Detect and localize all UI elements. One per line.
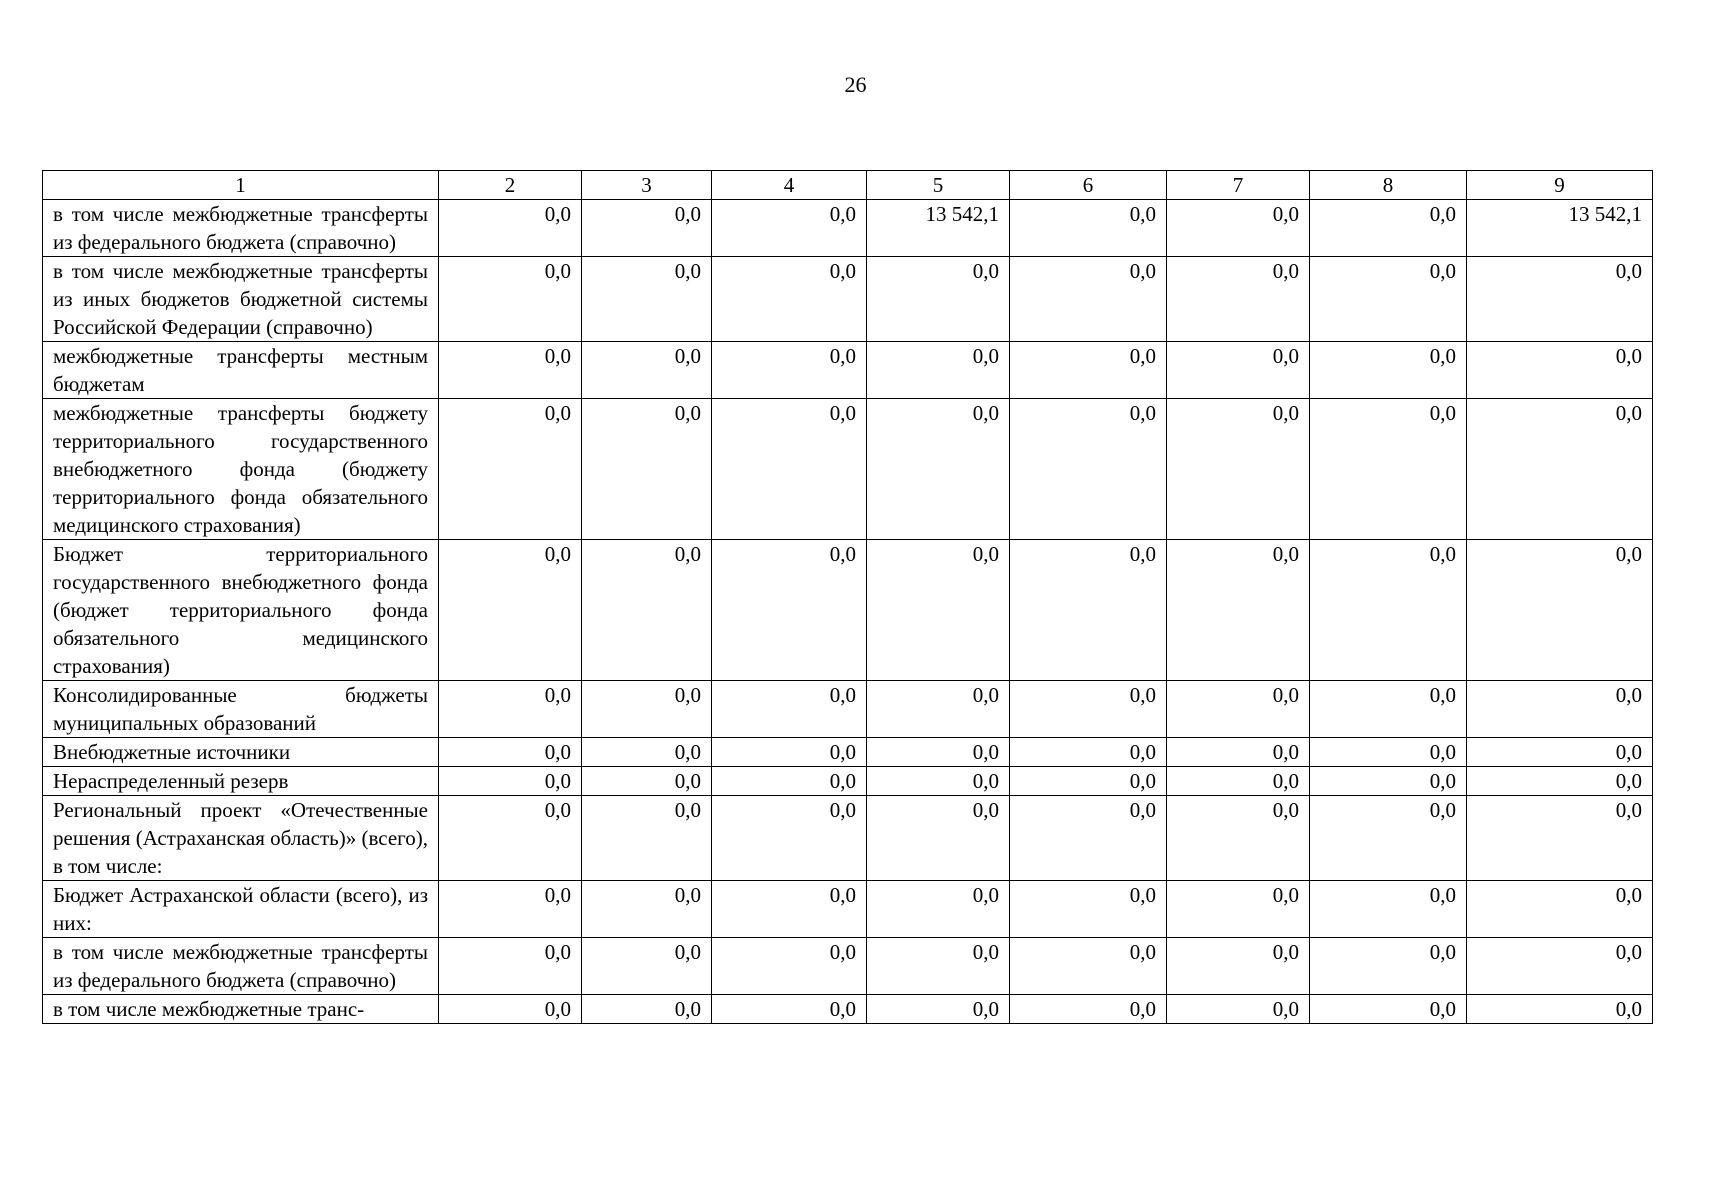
table-cell: 0,0 xyxy=(867,881,1010,938)
table-cell: 0,0 xyxy=(1010,738,1167,767)
table-cell: 0,0 xyxy=(867,995,1010,1024)
table-cell: 0,0 xyxy=(582,881,712,938)
table-cell: 0,0 xyxy=(1310,767,1467,796)
table-cell: 0,0 xyxy=(712,200,867,257)
table-cell: 0,0 xyxy=(867,540,1010,681)
table-cell: 0,0 xyxy=(582,257,712,342)
table-cell: 0,0 xyxy=(712,938,867,995)
table-cell: 0,0 xyxy=(439,995,582,1024)
table-cell: 0,0 xyxy=(1310,796,1467,881)
table-cell: 0,0 xyxy=(712,342,867,399)
table-cell: 0,0 xyxy=(712,995,867,1024)
table-cell: 0,0 xyxy=(1310,399,1467,540)
table-row xyxy=(43,200,1653,257)
column-header: 2 xyxy=(439,171,582,200)
table-cell: 0,0 xyxy=(582,342,712,399)
row-label: межбюджетные трансферты местным бюджетам xyxy=(43,342,439,399)
page-number: 26 xyxy=(844,72,867,97)
table-cell: 0,0 xyxy=(1467,257,1653,342)
table-cell: 0,0 xyxy=(582,200,712,257)
table-cell: 0,0 xyxy=(582,540,712,681)
row-label: в том числе межбюджетные трансферты из иных бюджетов бюджетной системы Российской Федерации (справочно) xyxy=(43,257,439,342)
table-cell: 0,0 xyxy=(867,938,1010,995)
table-cell: 0,0 xyxy=(582,738,712,767)
table-row xyxy=(43,681,1653,738)
table-cell: 0,0 xyxy=(1310,995,1467,1024)
table-cell: 13 542,1 xyxy=(867,200,1010,257)
table-cell: 0,0 xyxy=(1310,738,1467,767)
column-header: 3 xyxy=(582,171,712,200)
table-cell: 0,0 xyxy=(1010,767,1167,796)
table-cell: 0,0 xyxy=(582,767,712,796)
table-cell: 0,0 xyxy=(1167,881,1310,938)
table-cell: 0,0 xyxy=(1310,257,1467,342)
table-cell: 0,0 xyxy=(582,399,712,540)
table-cell: 0,0 xyxy=(582,796,712,881)
table-row xyxy=(43,938,1653,995)
table-cell: 0,0 xyxy=(1167,257,1310,342)
table-cell: 0,0 xyxy=(439,681,582,738)
table-cell: 0,0 xyxy=(1167,796,1310,881)
table-row xyxy=(43,257,1653,342)
row-label: Бюджет Астраханской области (всего), из них: xyxy=(43,881,439,938)
row-label: в том числе межбюджетные трансферты из федерального бюджета (справочно) xyxy=(43,938,439,995)
header-row xyxy=(43,171,1653,200)
row-label: Нераспределенный резерв xyxy=(43,767,439,796)
table-row xyxy=(43,399,1653,540)
table-cell: 0,0 xyxy=(1167,938,1310,995)
table-cell: 0,0 xyxy=(1310,342,1467,399)
column-header: 9 xyxy=(1467,171,1653,200)
table-cell: 0,0 xyxy=(1167,342,1310,399)
table-cell: 13 542,1 xyxy=(1467,200,1653,257)
table-cell: 0,0 xyxy=(1010,995,1167,1024)
table-cell: 0,0 xyxy=(712,881,867,938)
table-row xyxy=(43,540,1653,681)
row-label: Бюджет территориального государственного внебюджетного фонда (бюджет территориального фонда обязательного медицинского страхования) xyxy=(43,540,439,681)
table-cell: 0,0 xyxy=(867,399,1010,540)
table-cell: 0,0 xyxy=(1467,938,1653,995)
table-cell: 0,0 xyxy=(1310,938,1467,995)
table-cell: 0,0 xyxy=(1467,399,1653,540)
table-cell: 0,0 xyxy=(1167,200,1310,257)
table-cell: 0,0 xyxy=(867,767,1010,796)
table-cell: 0,0 xyxy=(1010,342,1167,399)
table-cell: 0,0 xyxy=(1467,796,1653,881)
table-cell: 0,0 xyxy=(1167,767,1310,796)
table-cell: 0,0 xyxy=(439,540,582,681)
table-cell: 0,0 xyxy=(1010,540,1167,681)
table-cell: 0,0 xyxy=(1467,342,1653,399)
table-row xyxy=(43,995,1653,1024)
column-header: 1 xyxy=(43,171,439,200)
table-cell: 0,0 xyxy=(1010,938,1167,995)
column-header: 8 xyxy=(1310,171,1467,200)
table-cell: 0,0 xyxy=(1467,881,1653,938)
table-cell: 0,0 xyxy=(1010,796,1167,881)
table-cell: 0,0 xyxy=(1467,540,1653,681)
table-cell: 0,0 xyxy=(867,681,1010,738)
row-label: межбюджетные трансферты бюджету территориального государственного внебюджетного фонда (бюджету территориального фонда обязательного медицинского страхования) xyxy=(43,399,439,540)
table-cell: 0,0 xyxy=(1010,881,1167,938)
table-cell: 0,0 xyxy=(1167,399,1310,540)
table-cell: 0,0 xyxy=(1010,399,1167,540)
table-cell: 0,0 xyxy=(712,257,867,342)
table-cell: 0,0 xyxy=(439,881,582,938)
table-cell: 0,0 xyxy=(867,796,1010,881)
column-header: 5 xyxy=(867,171,1010,200)
table-row xyxy=(43,342,1653,399)
table-cell: 0,0 xyxy=(1310,540,1467,681)
column-header: 4 xyxy=(712,171,867,200)
table-cell: 0,0 xyxy=(1310,881,1467,938)
table-cell: 0,0 xyxy=(1167,995,1310,1024)
table-cell: 0,0 xyxy=(867,738,1010,767)
table-row xyxy=(43,767,1653,796)
table-cell: 0,0 xyxy=(439,200,582,257)
table-cell: 0,0 xyxy=(439,938,582,995)
row-label: Консолидированные бюджеты муниципальных образований xyxy=(43,681,439,738)
table-cell: 0,0 xyxy=(582,938,712,995)
table-cell: 0,0 xyxy=(582,995,712,1024)
table-cell: 0,0 xyxy=(439,767,582,796)
table-row xyxy=(43,796,1653,881)
table-cell: 0,0 xyxy=(1010,681,1167,738)
table-row xyxy=(43,881,1653,938)
row-label: в том числе межбюджетные транс- xyxy=(43,995,439,1024)
table-cell: 0,0 xyxy=(439,399,582,540)
table-cell: 0,0 xyxy=(1467,681,1653,738)
table-cell: 0,0 xyxy=(439,738,582,767)
table-cell: 0,0 xyxy=(712,681,867,738)
table-cell: 0,0 xyxy=(867,342,1010,399)
row-label: Региональный проект «Отечественные решения (Астраханская область)» (всего), в том числе: xyxy=(43,796,439,881)
table-cell: 0,0 xyxy=(1167,681,1310,738)
table-cell: 0,0 xyxy=(1010,257,1167,342)
table-cell: 0,0 xyxy=(1467,767,1653,796)
table-cell: 0,0 xyxy=(1467,738,1653,767)
table-cell: 0,0 xyxy=(439,342,582,399)
budget-table xyxy=(42,170,1653,1024)
table-cell: 0,0 xyxy=(1310,681,1467,738)
table-cell: 0,0 xyxy=(712,767,867,796)
table-cell: 0,0 xyxy=(439,257,582,342)
column-header: 6 xyxy=(1010,171,1167,200)
table-cell: 0,0 xyxy=(1010,200,1167,257)
row-label: в том числе межбюджетные трансферты из федерального бюджета (справочно) xyxy=(43,200,439,257)
row-label: Внебюджетные источники xyxy=(43,738,439,767)
table-cell: 0,0 xyxy=(1167,738,1310,767)
table-row xyxy=(43,738,1653,767)
table-cell: 0,0 xyxy=(712,796,867,881)
table-cell: 0,0 xyxy=(582,681,712,738)
table-cell: 0,0 xyxy=(712,399,867,540)
table-cell: 0,0 xyxy=(712,738,867,767)
table-cell: 0,0 xyxy=(867,257,1010,342)
table-cell: 0,0 xyxy=(712,540,867,681)
table-cell: 0,0 xyxy=(1467,995,1653,1024)
table-cell: 0,0 xyxy=(439,796,582,881)
column-header: 7 xyxy=(1167,171,1310,200)
table-cell: 0,0 xyxy=(1310,200,1467,257)
table-cell: 0,0 xyxy=(1167,540,1310,681)
